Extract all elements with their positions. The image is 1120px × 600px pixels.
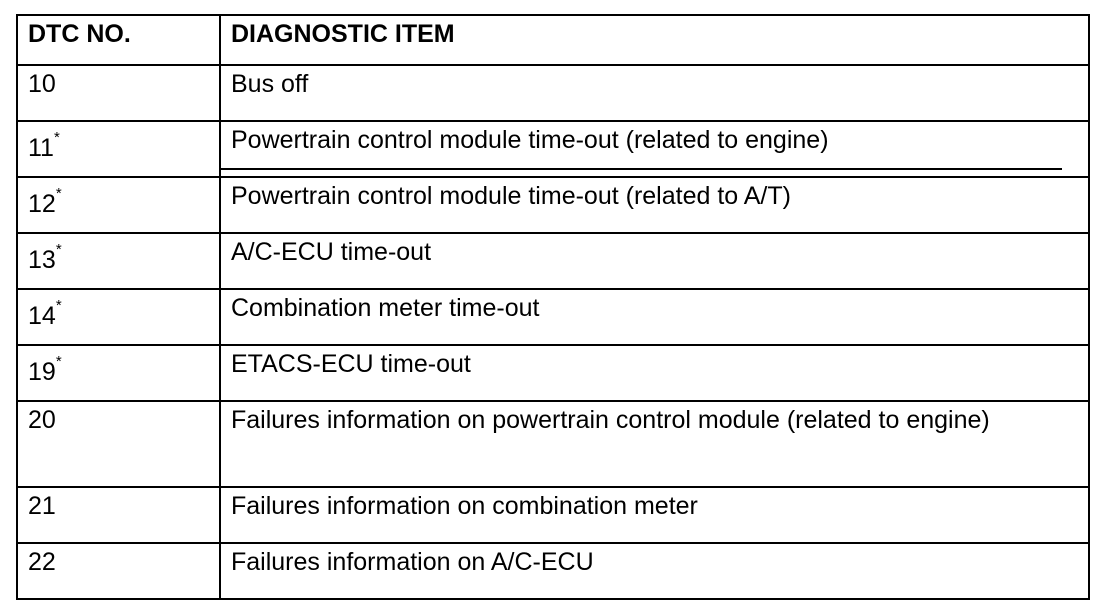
footnote-marker: *: [53, 129, 60, 146]
dtc-code: 21: [28, 492, 56, 520]
dtc-code-cell: [17, 543, 220, 599]
table-body: [17, 65, 1089, 599]
dtc-code-cell: [17, 345, 220, 401]
table-row: [17, 177, 1089, 233]
diagnostic-item-cell: Failures information on combination meter: [220, 487, 1089, 543]
dtc-code: 12: [28, 190, 56, 218]
footnote-marker: *: [55, 185, 62, 202]
table-row: [17, 233, 1089, 289]
footnote-marker: *: [55, 297, 62, 314]
table-row: [17, 487, 1089, 543]
dtc-code: 11: [28, 134, 54, 162]
dtc-code: 20: [28, 406, 56, 434]
table-header: [17, 15, 1089, 65]
dtc-code-cell: [17, 177, 220, 233]
dtc-code-cell: [17, 65, 220, 121]
dtc-code-cell: [17, 487, 220, 543]
dtc-code: 14: [28, 302, 56, 330]
dtc-code: 19: [28, 358, 56, 386]
diagnostic-item-cell: ETACS-ECU time-out: [220, 345, 1089, 401]
diagnostic-item-cell: Powertrain control module time-out (related to engine): [220, 121, 1089, 177]
dtc-code-cell: [17, 401, 220, 487]
table-row: [17, 345, 1089, 401]
dtc-table: [16, 14, 1090, 600]
diagnostic-item-cell: A/C-ECU time-out: [220, 233, 1089, 289]
dtc-code-cell: [17, 121, 220, 177]
dtc-code: 13: [28, 246, 56, 274]
dtc-code: 22: [28, 548, 56, 576]
dtc-no-header: DTC NO.: [17, 15, 220, 65]
diagnostic-item-header: DIAGNOSTIC ITEM: [220, 15, 1089, 65]
diagnostic-item-cell: Failures information on powertrain control module (related to engine): [220, 401, 1089, 487]
diagnostic-item-cell: Combination meter time-out: [220, 289, 1089, 345]
row-divider-line: [220, 168, 1062, 170]
footnote-marker: *: [55, 241, 62, 258]
dtc-code: 10: [28, 70, 56, 98]
diagnostic-item-cell: Bus off: [220, 65, 1089, 121]
dtc-code-cell: [17, 233, 220, 289]
table-row: [17, 65, 1089, 121]
diagnostic-item-cell: Failures information on A/C-ECU: [220, 543, 1089, 599]
footnote-marker: *: [55, 353, 62, 370]
dtc-code-cell: [17, 289, 220, 345]
table-row: [17, 543, 1089, 599]
table-row: [17, 401, 1089, 487]
header-row: [17, 15, 1089, 65]
diagnostic-item-cell: Powertrain control module time-out (related to A/T): [220, 177, 1089, 233]
table-row: [17, 289, 1089, 345]
